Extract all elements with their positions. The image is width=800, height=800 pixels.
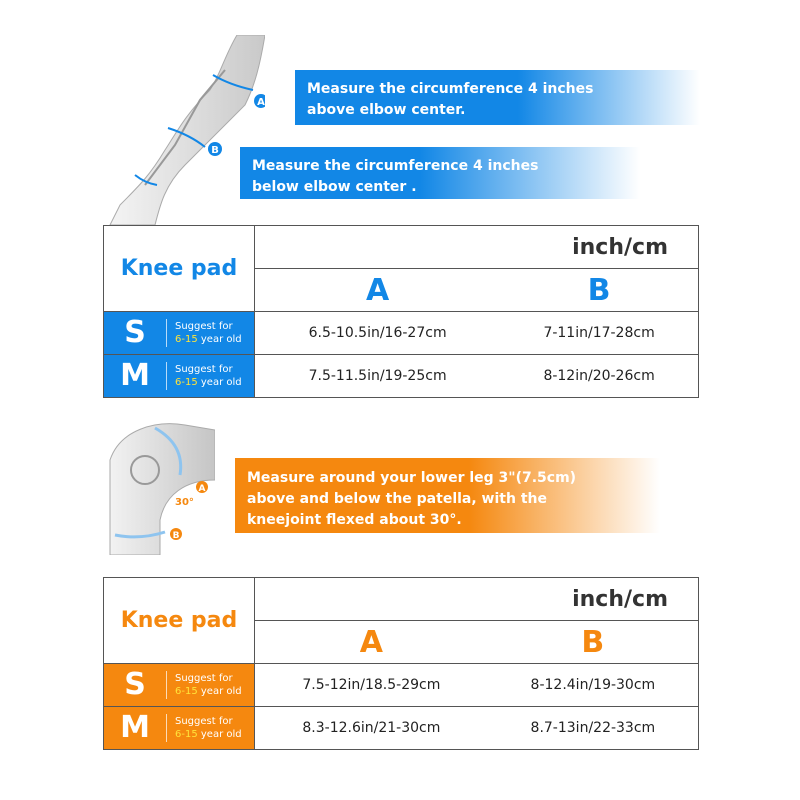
note-below-elbow — [240, 147, 640, 199]
column-a: A — [255, 621, 488, 664]
note-line: kneejoint flexed about 30°. — [247, 512, 462, 528]
value-b: 8-12.4in/19-30cm — [488, 664, 699, 707]
table-row — [104, 355, 699, 398]
suggest-text: Suggest for — [175, 321, 233, 332]
age-range: 6-15 — [175, 334, 198, 345]
unit-label: inch/cm — [255, 226, 699, 269]
age-suffix: year old — [197, 377, 242, 388]
table-row — [104, 707, 699, 750]
suggest-text: Suggest for — [175, 673, 233, 684]
value-b: 8.7-13in/22-33cm — [488, 707, 699, 750]
note-line: above elbow center. — [307, 102, 466, 118]
note-line: above and below the patella, with the — [247, 491, 547, 507]
value-b: 8-12in/20-26cm — [500, 355, 698, 398]
suggest-text: Suggest for — [175, 716, 233, 727]
age-suffix: year old — [197, 686, 242, 697]
value-a: 7.5-12in/18.5-29cm — [255, 664, 488, 707]
size-label: M — [104, 714, 167, 742]
age-suffix: year old — [197, 334, 242, 345]
column-a: A — [255, 269, 501, 312]
value-a: 7.5-11.5in/19-25cm — [255, 355, 501, 398]
size-table-orange — [103, 577, 699, 750]
age-range: 6-15 — [175, 686, 198, 697]
age-range: 6-15 — [175, 377, 198, 388]
suggest-text: Suggest for — [175, 364, 233, 375]
column-b: B — [488, 621, 699, 664]
unit-label: inch/cm — [255, 578, 699, 621]
age-suffix: year old — [197, 729, 242, 740]
size-table-blue — [103, 225, 699, 398]
table-title: Knee pad — [104, 226, 255, 312]
svg-text:A: A — [257, 97, 265, 108]
angle-label: 30° — [175, 497, 194, 508]
note-line: Measure the circumference 4 inches — [252, 158, 539, 174]
value-b: 7-11in/17-28cm — [500, 312, 698, 355]
note-knee — [235, 458, 660, 533]
note-line: Measure around your lower leg 3"(7.5cm) — [247, 470, 577, 486]
svg-text:B: B — [172, 531, 180, 541]
knee-illustration — [105, 420, 215, 555]
column-b: B — [500, 269, 698, 312]
value-a: 6.5-10.5in/16-27cm — [255, 312, 501, 355]
size-label: S — [104, 319, 167, 347]
note-line: Measure the circumference 4 inches — [307, 81, 594, 97]
size-label: M — [104, 362, 167, 390]
table-title: Knee pad — [104, 578, 255, 664]
value-a: 8.3-12.6in/21-30cm — [255, 707, 488, 750]
age-range: 6-15 — [175, 729, 198, 740]
table-row — [104, 664, 699, 707]
svg-text:A: A — [198, 484, 206, 494]
note-above-elbow — [295, 70, 700, 125]
note-line: below elbow center . — [252, 179, 417, 195]
table-row — [104, 312, 699, 355]
svg-text:B: B — [211, 145, 219, 156]
size-label: S — [104, 671, 167, 699]
